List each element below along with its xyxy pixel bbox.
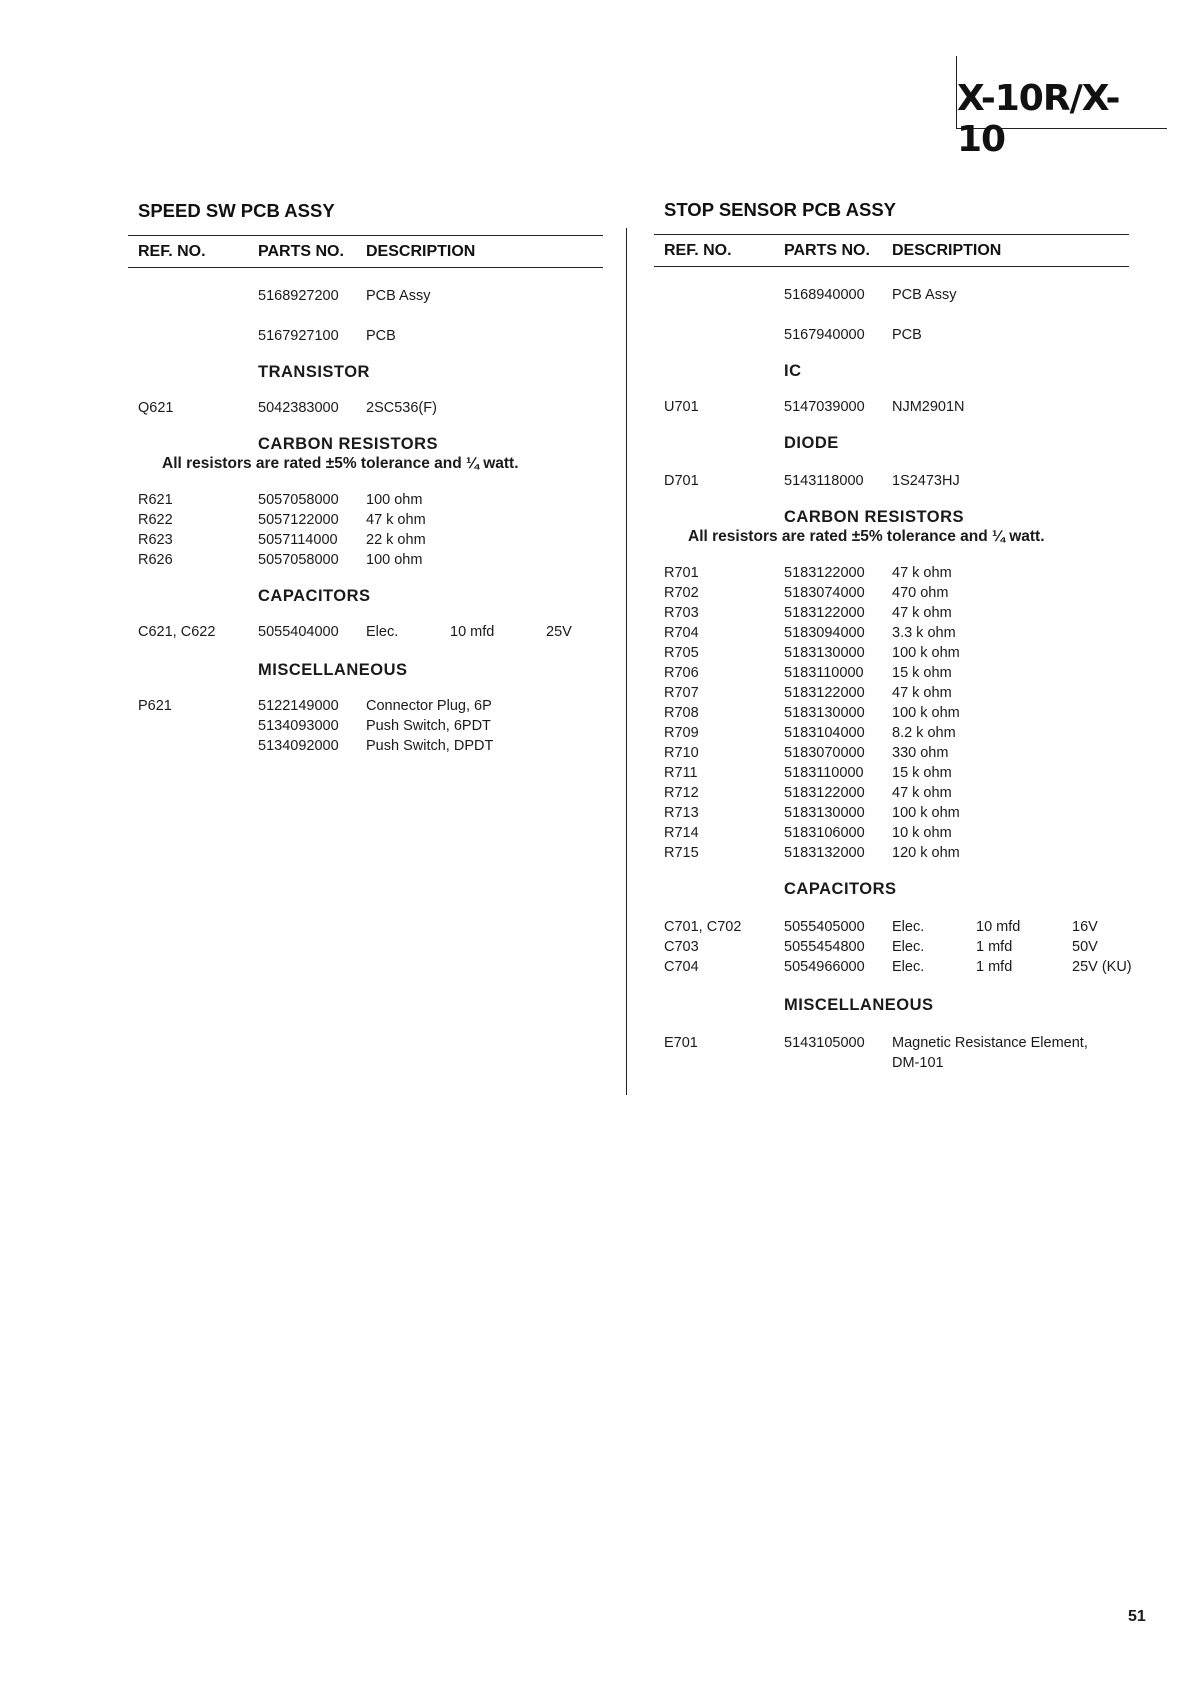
ref-no: R703: [664, 605, 699, 621]
description: PCB: [366, 328, 396, 344]
column-header: [654, 234, 1129, 267]
ref-no-header: REF. NO.: [138, 243, 206, 260]
ref-no: R708: [664, 705, 699, 721]
parts-no: 5167940000: [784, 327, 865, 343]
parts-no: 5147039000: [784, 399, 865, 415]
part-row: [654, 743, 1149, 763]
parts-no: 5183122000: [784, 685, 865, 701]
parts-no: 5057114000: [258, 532, 338, 548]
speed-sw-pcb-section: [128, 198, 603, 756]
stop-sensor-pcb-section: [654, 197, 1149, 1073]
description: 15 k ohm: [892, 765, 952, 781]
part-row: [654, 937, 1149, 957]
group-heading-diode: DIODE: [784, 434, 839, 452]
parts-no: 5183130000: [784, 805, 865, 821]
parts-no: 5055454800: [784, 939, 865, 955]
part-row: [654, 583, 1149, 603]
group-heading-ic: IC: [784, 362, 802, 380]
parts-no: 5183132000: [784, 845, 865, 861]
group-heading-miscellaneous: MISCELLANEOUS: [258, 661, 408, 679]
part-row: [654, 803, 1149, 823]
ref-no: R709: [664, 725, 699, 741]
ref-no: R712: [664, 785, 699, 801]
description: 330 ohm: [892, 745, 949, 761]
ref-no: C703: [664, 939, 699, 955]
description: 120 k ohm: [892, 845, 960, 861]
parts-no: 5183074000: [784, 585, 865, 601]
description: 47 k ohm: [366, 512, 426, 528]
part-row: [128, 490, 603, 510]
part-row: [654, 603, 1149, 623]
parts-no: 5183122000: [784, 785, 865, 801]
cap-voltage: 50V: [1072, 939, 1098, 955]
cap-type: Elec.: [892, 939, 925, 955]
description: 10 k ohm: [892, 825, 952, 841]
group-heading-carbon-resistors: CARBON RESISTORS: [258, 435, 439, 453]
description: PCB Assy: [366, 288, 431, 304]
part-row: [654, 325, 1149, 345]
parts-no: 5122149000: [258, 698, 339, 714]
parts-no: 5183094000: [784, 625, 865, 641]
parts-no: 5143118000: [784, 473, 864, 489]
description: 100 k ohm: [892, 805, 960, 821]
parts-no: 5057122000: [258, 512, 339, 528]
parts-no: 5183130000: [784, 645, 865, 661]
parts-no: 5057058000: [258, 552, 339, 568]
description: 1S2473HJ: [892, 473, 960, 489]
description: 3.3 k ohm: [892, 625, 956, 641]
part-row: [654, 957, 1149, 977]
cap-type: Elec.: [366, 624, 399, 640]
cap-voltage: 25V (KU): [1072, 959, 1132, 975]
cap-voltage: 16V: [1072, 919, 1098, 935]
part-row: [654, 563, 1149, 583]
parts-no: 5183070000: [784, 745, 865, 761]
ref-no: E701: [664, 1035, 698, 1051]
description: 22 k ohm: [366, 532, 426, 548]
cap-value: 1 mfd: [976, 939, 1013, 955]
part-row: [654, 683, 1149, 703]
cap-voltage: 25V: [546, 624, 572, 640]
part-row: [128, 326, 603, 346]
description: PCB: [892, 327, 922, 343]
ref-no: R621: [138, 492, 173, 508]
ref-no: R704: [664, 625, 699, 641]
resistors-note: All resistors are rated ±5% tolerance and ¼ watt.: [688, 528, 1045, 545]
description: 47 k ohm: [892, 685, 952, 701]
description: 47 k ohm: [892, 605, 952, 621]
description-header: DESCRIPTION: [366, 243, 476, 260]
parts-no: 5183106000: [784, 825, 865, 841]
cap-type: Elec.: [892, 959, 925, 975]
ref-no: R706: [664, 665, 699, 681]
part-row: [128, 550, 603, 570]
description: 47 k ohm: [892, 785, 952, 801]
parts-no: 5183130000: [784, 705, 865, 721]
parts-no: 5183110000: [784, 765, 864, 781]
model-title-box: [956, 56, 1167, 160]
part-row: [128, 286, 603, 306]
description: Magnetic Resistance Element,: [892, 1035, 1088, 1051]
ref-no: R705: [664, 645, 699, 661]
parts-no: 5055405000: [784, 919, 865, 935]
description: 8.2 k ohm: [892, 725, 956, 741]
group-heading-miscellaneous: MISCELLANEOUS: [784, 996, 934, 1014]
ref-no: R714: [664, 825, 699, 841]
ref-no: C701, C702: [664, 919, 742, 935]
description: 100 k ohm: [892, 705, 960, 721]
ref-no: Q621: [138, 400, 174, 416]
part-row: [654, 663, 1149, 683]
section-title: SPEED SW PCB ASSY: [138, 200, 335, 221]
ref-no: R711: [664, 765, 698, 781]
ref-no: R702: [664, 585, 699, 601]
part-row: [654, 917, 1149, 937]
part-row: [128, 736, 603, 756]
parts-no: 5042383000: [258, 400, 339, 416]
ref-no: R701: [664, 565, 699, 581]
part-row: [654, 763, 1149, 783]
description: NJM2901N: [892, 399, 965, 415]
description: Connector Plug, 6P: [366, 698, 492, 714]
description: 47 k ohm: [892, 565, 952, 581]
model-title: X-10R/X-10: [957, 78, 1120, 160]
part-row: [128, 622, 603, 642]
part-row: [654, 1033, 1149, 1053]
part-row: [654, 703, 1149, 723]
ref-no: U701: [664, 399, 699, 415]
ref-no: R622: [138, 512, 173, 528]
parts-no: 5055404000: [258, 624, 339, 640]
description: Push Switch, 6PDT: [366, 718, 491, 734]
ref-no: R626: [138, 552, 173, 568]
parts-no: 5168927200: [258, 288, 339, 304]
cap-type: Elec.: [892, 919, 925, 935]
description: 100 k ohm: [892, 645, 960, 661]
part-row: [654, 623, 1149, 643]
description: Push Switch, DPDT: [366, 738, 494, 754]
column-header: [128, 235, 603, 268]
group-heading-capacitors: CAPACITORS: [784, 880, 897, 898]
ref-no: R707: [664, 685, 699, 701]
ref-no: R623: [138, 532, 173, 548]
part-row: [654, 285, 1149, 305]
cap-value: 1 mfd: [976, 959, 1013, 975]
parts-no-header: PARTS NO.: [784, 242, 870, 259]
description: 470 ohm: [892, 585, 949, 601]
section-title: STOP SENSOR PCB ASSY: [664, 199, 896, 220]
page-number: 51: [1128, 1608, 1146, 1625]
parts-no: 5057058000: [258, 492, 339, 508]
parts-no: 5183122000: [784, 565, 865, 581]
cap-value: 10 mfd: [450, 624, 495, 640]
ref-no: R710: [664, 745, 699, 761]
part-row: [654, 823, 1149, 843]
description: 100 ohm: [366, 552, 423, 568]
parts-no: 5143105000: [784, 1035, 865, 1051]
part-row: [654, 397, 1149, 417]
part-row: [128, 696, 603, 716]
parts-no: 5054966000: [784, 959, 865, 975]
parts-no: 5134092000: [258, 738, 339, 754]
part-row: [128, 716, 603, 736]
parts-no: 5183110000: [784, 665, 864, 681]
column-divider: [626, 228, 627, 1095]
ref-no: R713: [664, 805, 699, 821]
group-heading-capacitors: CAPACITORS: [258, 587, 371, 605]
resistors-note: All resistors are rated ±5% tolerance and ¼ watt.: [162, 455, 519, 472]
parts-no-header: PARTS NO.: [258, 243, 344, 260]
ref-no: C621, C622: [138, 624, 216, 640]
part-row: [654, 843, 1149, 863]
part-row: [654, 1053, 1149, 1073]
ref-no: R715: [664, 845, 699, 861]
part-row: [654, 643, 1149, 663]
group-heading-transistor: TRANSISTOR: [258, 363, 370, 381]
group-heading-carbon-resistors: CARBON RESISTORS: [784, 508, 965, 526]
parts-no: 5183122000: [784, 605, 865, 621]
parts-no: 5168940000: [784, 287, 865, 303]
ref-no: C704: [664, 959, 699, 975]
part-row: [128, 398, 603, 418]
part-row: [654, 783, 1149, 803]
part-row: [128, 530, 603, 550]
part-row: [654, 723, 1149, 743]
description: 2SC536(F): [366, 400, 437, 416]
ref-no: P621: [138, 698, 172, 714]
parts-no: 5134093000: [258, 718, 339, 734]
description: PCB Assy: [892, 287, 957, 303]
description: 100 ohm: [366, 492, 423, 508]
part-row: [654, 471, 1149, 491]
part-row: [128, 510, 603, 530]
ref-no-header: REF. NO.: [664, 242, 732, 259]
description-header: DESCRIPTION: [892, 242, 1002, 259]
parts-no: 5183104000: [784, 725, 865, 741]
description: 15 k ohm: [892, 665, 952, 681]
description: DM-101: [892, 1055, 944, 1071]
cap-value: 10 mfd: [976, 919, 1021, 935]
parts-no: 5167927100: [258, 328, 339, 344]
ref-no: D701: [664, 473, 699, 489]
